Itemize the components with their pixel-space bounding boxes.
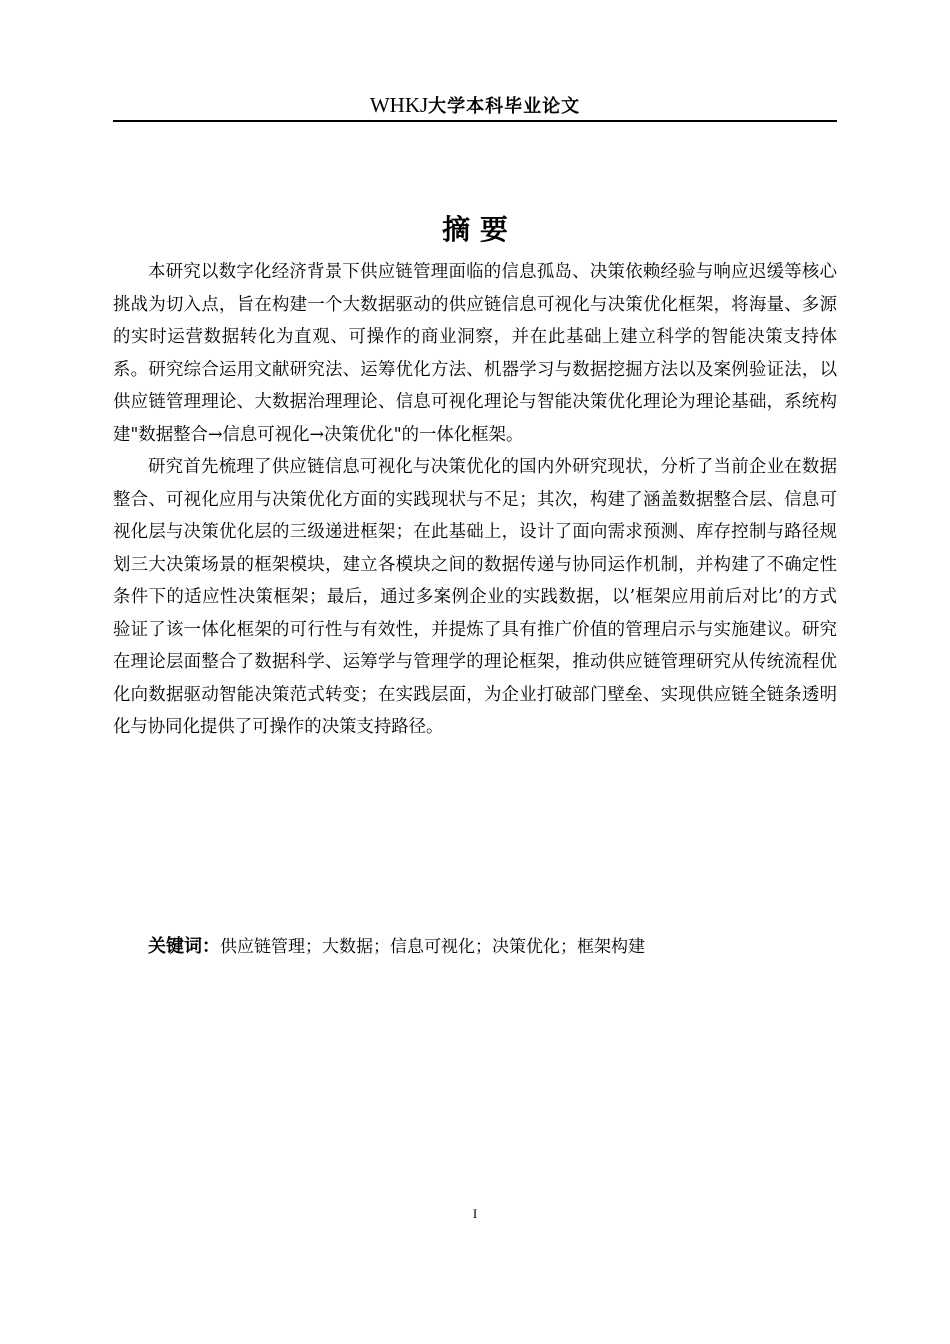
keywords-label: 关键词：	[148, 936, 220, 957]
abstract-paragraph-1: 本研究以数字化经济背景下供应链管理面临的信息孤岛、决策依赖经验与响应迟缓等核心挑战为切入点，旨在构建一个大数据驱动的供应链信息可视化与决策优化框架，将海量、多源的实时运营数据转化为直观、可操作的商业洞察，并在此基础上建立科学的智能决策支持体系。研究综合运用文献研究法、运筹优化方法、机器学习与数据挖掘方法以及案例验证法，以供应链管理理论、大数据治理理论、信息可视化理论与智能决策优化理论为理论基础，系统构建"数据整合→信息可视化→决策优化"的一体化框架。	[113, 262, 837, 445]
abstract-body	[113, 256, 837, 744]
keywords-line	[148, 932, 837, 962]
header-school-code: WHKJ	[369, 93, 429, 117]
page-header	[113, 92, 837, 122]
page-number: I	[472, 1206, 478, 1221]
header-thesis-label: 大学本科毕业论文	[428, 96, 581, 117]
abstract-paragraph-2: 研究首先梳理了供应链信息可视化与决策优化的国内外研究现状，分析了当前企业在数据整合、可视化应用与决策优化方面的实践现状与不足；其次，构建了涵盖数据整合层、信息可视化层与决策优化层的三级递进框架；在此基础上，设计了面向需求预测、库存控制与路径规划三大决策场景的框架模块，建立各模块之间的数据传递与协同运作机制，并构建了不确定性条件下的适应性决策框架；最后，通过多案例企业的实践数据，以’框架应用前后对比’的方式验证了该一体化框架的可行性与有效性，并提炼了具有推广价值的管理启示与实施建议。研究在理论层面整合了数据科学、运筹学与管理学的理论框架，推动供应链管理研究从传统流程优化向数据驱动智能决策范式转变；在实践层面，为企业打破部门壁垒、实现供应链全链条透明化与协同化提供了可操作的决策支持路径。	[113, 457, 837, 737]
keywords-text: 供应链管理；大数据；信息可视化；决策优化；框架构建	[220, 937, 645, 957]
abstract-title: 摘 要	[442, 213, 508, 246]
